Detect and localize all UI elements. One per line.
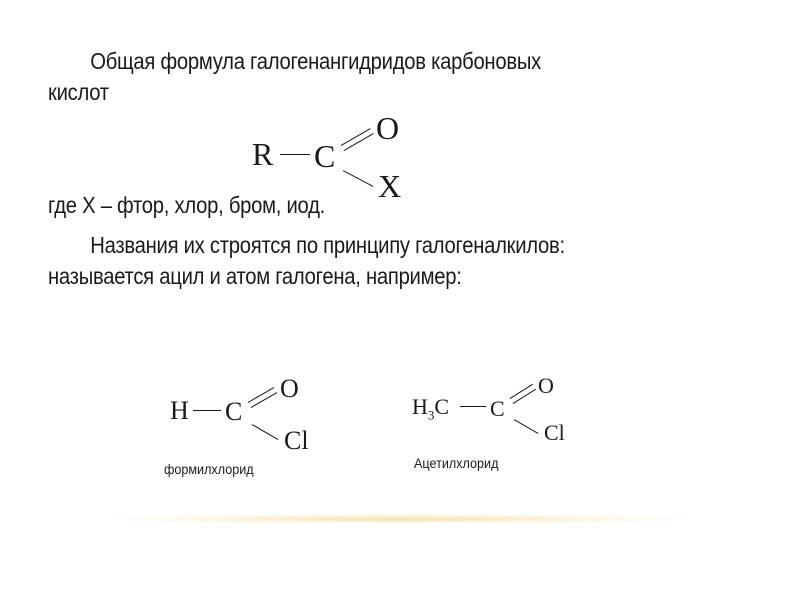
bond-r-c xyxy=(280,154,310,155)
acetyl-bond-c-o-2 xyxy=(513,389,537,404)
intro-line-2: кислот xyxy=(48,79,109,105)
formula-o: O xyxy=(376,110,400,146)
acetyl-o: O xyxy=(538,373,554,398)
formyl-bond-h-c xyxy=(193,410,221,411)
acetyl-c1: C xyxy=(434,394,450,419)
formyl-bond-c-cl xyxy=(252,424,279,440)
acetyl-c: C xyxy=(490,396,505,421)
names-line-1: Названия их строятся по принципу галогеналкилов: xyxy=(90,232,565,258)
formyl-o: O xyxy=(280,374,299,403)
formyl-cl: Cl xyxy=(284,426,309,455)
acetyl-h: H xyxy=(412,394,428,419)
names-paragraph xyxy=(48,230,664,292)
where-line: где X – фтор, хлор, бром, иод. xyxy=(48,192,325,218)
acetyl-ch3 xyxy=(412,394,449,423)
where-paragraph xyxy=(48,190,664,221)
formula-r: R xyxy=(252,136,274,172)
acetyl-bond-c-cl xyxy=(514,419,539,434)
decorative-divider xyxy=(110,514,690,524)
acetyl-cl: Cl xyxy=(544,420,565,445)
formula-x: X xyxy=(378,168,402,204)
formyl-caption: формилхлорид xyxy=(164,461,254,477)
intro-line-1: Общая формула галогенангидридов карбоновых xyxy=(90,48,541,74)
acetyl-bond-ch3-c xyxy=(460,406,486,407)
acetyl-caption: Ацетилхлорид xyxy=(414,455,499,471)
bond-c-x xyxy=(343,170,374,187)
formyl-c: C xyxy=(225,397,243,426)
names-line-2: называется ацил и атом галогена, например: xyxy=(48,263,462,289)
formula-c: C xyxy=(314,138,336,174)
intro-paragraph xyxy=(48,46,664,108)
formyl-bond-c-o-2 xyxy=(251,392,278,408)
formyl-h: H xyxy=(170,396,189,425)
acetyl-subscript-3: 3 xyxy=(427,407,435,423)
